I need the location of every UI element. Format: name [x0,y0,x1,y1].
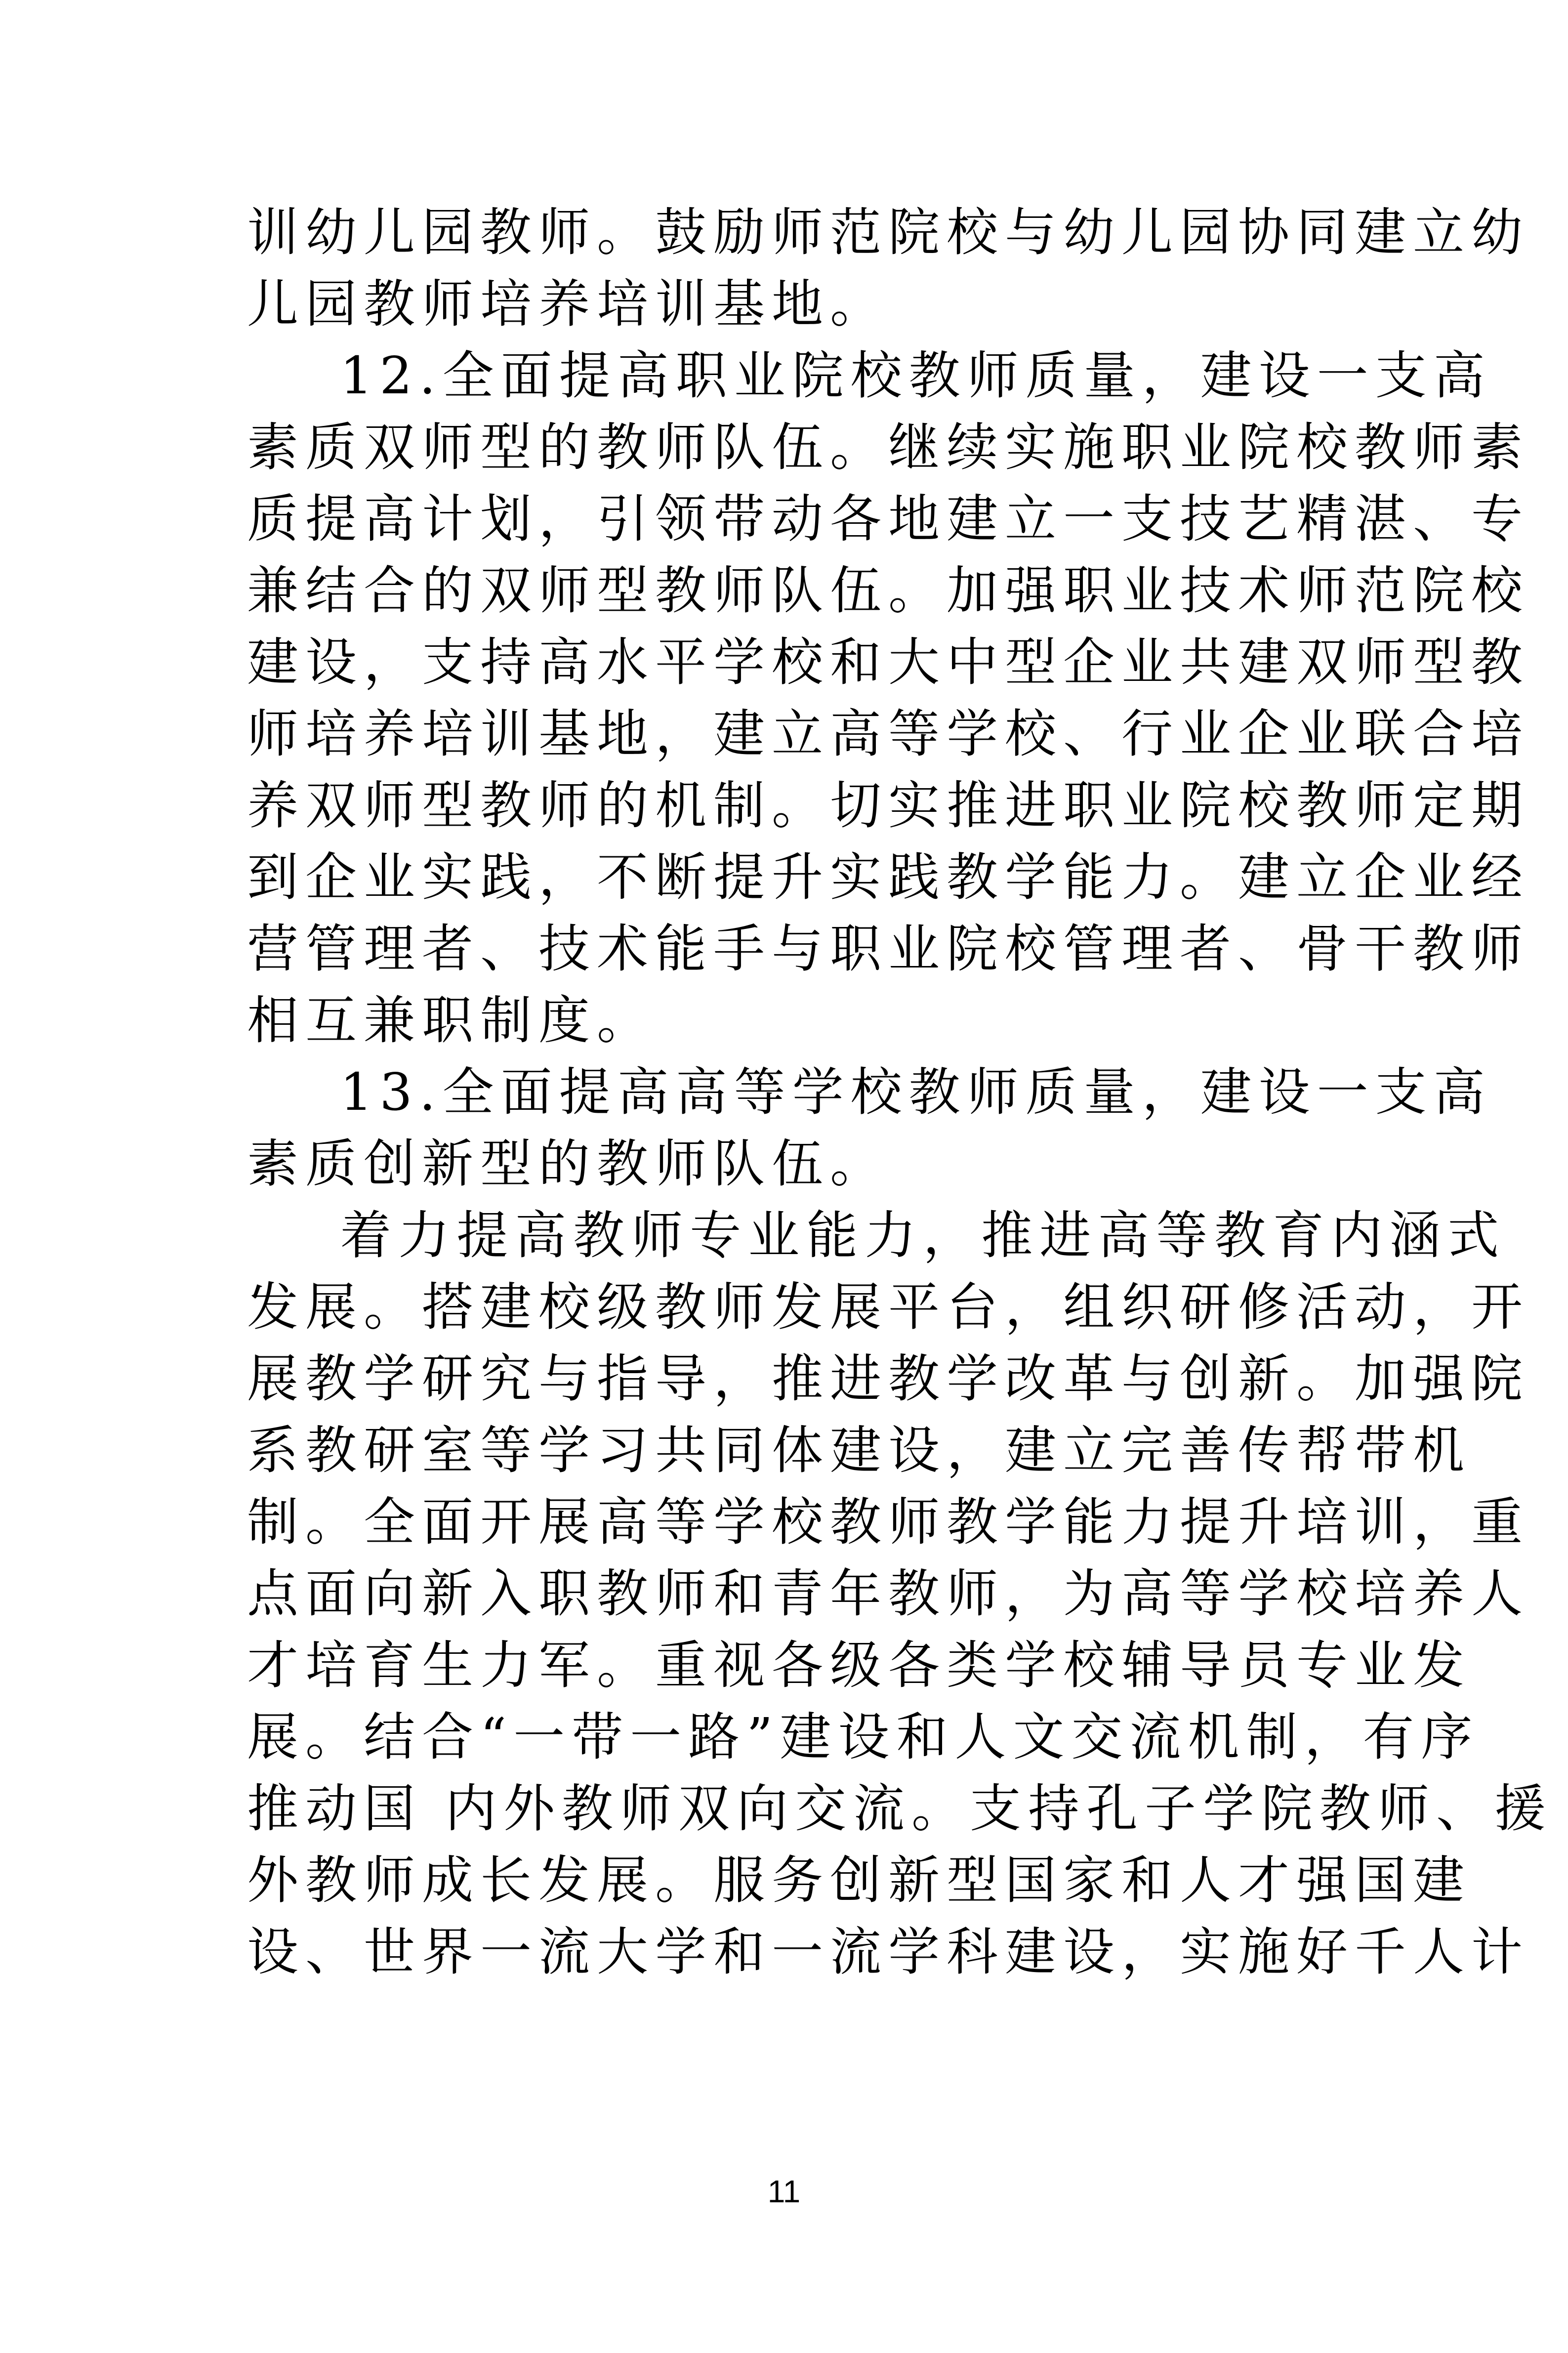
paragraph-line: 到企业实践，不断提升实践教学能力。建立企业经 [247,847,1530,907]
paragraph-line: 着力提高教师专业能力，推进高等教育内涵式 [247,1205,1506,1265]
paragraph-line: 展教学研究与指导，推进教学改革与创新。加强院 [247,1348,1530,1409]
paragraph-line: 13.全面提高高等学校教师质量，建设一支高 [247,1062,1492,1122]
paragraph-line: 相互兼职制度。 [247,990,656,1050]
paragraph-line: 设、世界一流大学和一流学科建设，实施好千人计 [247,1922,1530,1982]
paragraph-line: 制。全面开展高等学校教师教学能力提升培训，重 [247,1492,1530,1552]
paragraph-line: 点面向新入职教师和青年教师，为高等学校培养人 [247,1563,1530,1624]
paragraph-line: 营管理者、技术能手与职业院校管理者、骨干教师 [247,919,1530,979]
paragraph-line: 素质双师型的教师队伍。继续实施职业院校教师素 [247,417,1530,477]
paragraph-line: 养双师型教师的机制。切实推进职业院校教师定期 [247,775,1530,836]
paragraph-line: 建设，支持高水平学校和大中型企业共建双师型教 [247,632,1530,692]
paragraph-line: 展。结合“一带一路”建设和人文交流机制，有序 [247,1707,1480,1767]
paragraph-line: 儿园教师培养培训基地。 [247,274,889,334]
paragraph-line: 发展。搭建校级教师发展平台，组织研修活动，开 [247,1277,1530,1337]
paragraph-line: 才培育生力军。重视各级各类学校辅导员专业发 [247,1635,1472,1695]
paragraph-line: 推动国 内外教师双向交流。支持孔子学院教师、援 [247,1778,1553,1839]
paragraph-line: 兼结合的双师型教师队伍。加强职业技术师范院校 [247,560,1530,621]
paragraph-line: 训幼儿园教师。鼓励师范院校与幼儿园协同建立幼 [247,202,1530,262]
paragraph-line: 素质创新型的教师队伍。 [247,1134,889,1194]
paragraph-line: 质提高计划，引领带动各地建立一支技艺精湛、专 [247,489,1530,549]
paragraph-line: 12.全面提高职业院校教师质量，建设一支高 [247,345,1492,406]
paragraph-line: 师培养培训基地，建立高等学校、行业企业联合培 [247,704,1530,764]
page-number: 11 [767,2174,801,2209]
paragraph-line: 系教研室等学习共同体建设，建立完善传帮带机 [247,1420,1472,1480]
paragraph-line: 外教师成长发展。服务创新型国家和人才强国建 [247,1850,1472,1910]
